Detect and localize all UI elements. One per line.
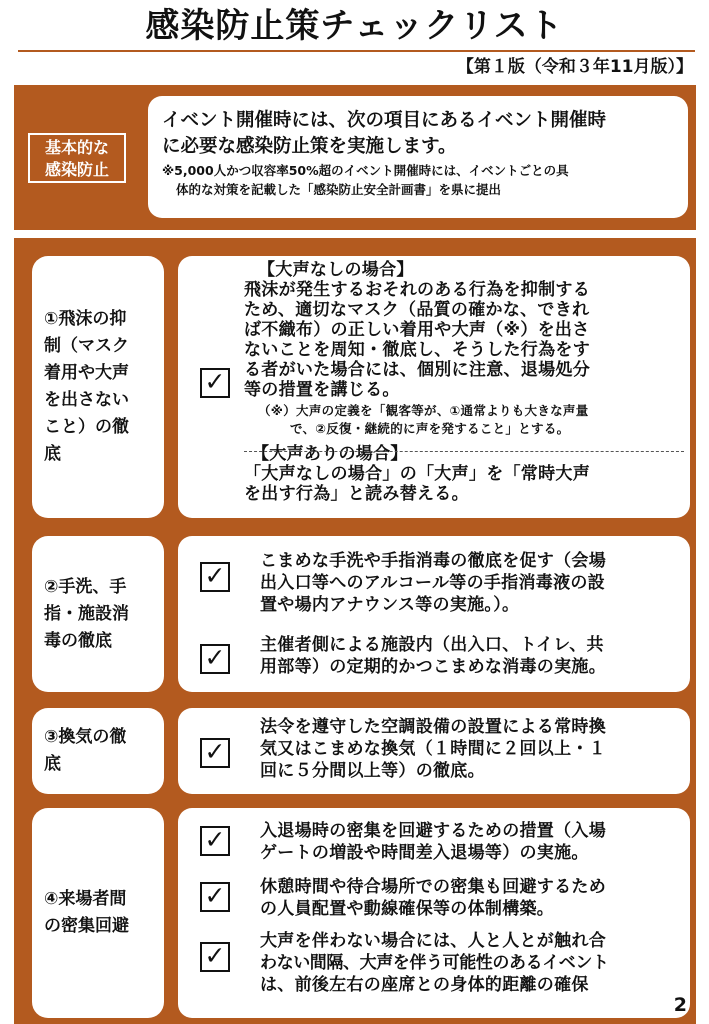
item-line: の人員配置や動線確保等の体制構築。 — [260, 899, 555, 919]
basic-label-line: 基本的な — [44, 138, 109, 157]
checkbox-checked[interactable]: ✓ — [200, 562, 230, 592]
basic-label-line: 感染防止 — [44, 160, 109, 179]
item-line: る者がいた場合には、個別に注意、退場処分 — [244, 360, 590, 380]
item-line: ば不織布）の正しい着用や大声（※）を出さ — [244, 320, 590, 340]
item-line: 休憩時間や待合場所での密集も回避するため — [260, 877, 606, 897]
item-line: 気又はこまめな換気（１時間に２回以上・１ — [260, 739, 606, 759]
item-box-crowd-avoidance — [178, 808, 690, 1018]
basic-note-line: 体的な対策を記載した「感染防止安全計画書」を県に提出 — [176, 182, 502, 197]
item-text — [260, 876, 690, 920]
basic-prevention-label — [28, 133, 126, 183]
basic-main-line: に必要な感染防止策を実施します。 — [162, 136, 457, 157]
voice-header: 【大声ありの場合】 — [252, 444, 408, 464]
category-line: 着用や大声 — [44, 363, 129, 383]
checkbox-checked[interactable]: ✓ — [200, 882, 230, 912]
item-line: 主催者側による施設内（出入口、トイレ、共 — [260, 635, 604, 655]
category-hand-disinfection — [32, 536, 164, 692]
category-line: ②手洗、手 — [44, 576, 127, 597]
category-line: ③換気の徹 — [44, 727, 127, 747]
no-voice-header: 【大声なしの場合】 — [258, 260, 414, 280]
item-line: は、前後左右の座席との身体的距離の確保 — [260, 975, 589, 995]
category-line: 底 — [44, 754, 61, 774]
item-line: 飛沫が発生するおそれのある行為を抑制する — [244, 280, 590, 300]
item-text — [244, 260, 684, 504]
category-ventilation — [32, 708, 164, 794]
item-line: ないことを周知・徹底し、そうした行為をす — [244, 340, 590, 360]
item-text — [260, 634, 690, 678]
item-line: ため、適切なマスク（品質の確かな、できれ — [244, 300, 590, 320]
item-line: 「大声なしの場合」の「大声」を「常時大声 — [244, 464, 590, 484]
item-line: 用部等）の定期的かつこまめな消毒の実施。 — [260, 657, 606, 677]
item-line: 回に５分間以上等）の徹底。 — [260, 761, 485, 781]
checkbox-checked[interactable]: ✓ — [200, 942, 230, 972]
item-line: 入退場時の密集を回避するための措置（入場 — [260, 821, 606, 841]
category-line: 制（マスク — [44, 336, 129, 356]
item-line: わない間隔、大声を伴う可能性のあるイベント — [260, 953, 609, 973]
item-line: 出入口等へのアルコール等の手指消毒液の設 — [260, 573, 605, 593]
checkbox-checked[interactable]: ✓ — [200, 368, 230, 398]
category-line: ①飛沫の抑 — [44, 309, 127, 329]
title-underline — [18, 50, 695, 52]
category-line: ④来場者間 — [44, 889, 127, 909]
item-text — [260, 716, 690, 782]
item-text — [260, 550, 690, 616]
item-line: 大声を伴わない場合には、人と人とが触れ合 — [260, 931, 606, 951]
basic-prevention-description — [148, 96, 688, 218]
item-line: を出す行為」と読み替える。 — [244, 484, 469, 504]
category-line: こと）の徹 — [44, 417, 129, 437]
item-box-droplet — [178, 256, 690, 518]
checkbox-checked[interactable]: ✓ — [200, 644, 230, 674]
item-text — [260, 930, 690, 996]
category-line: の密集回避 — [44, 916, 129, 936]
item-line: 法令を遵守した空調設備の設置による常時換 — [260, 717, 606, 737]
item-box-ventilation — [178, 708, 690, 794]
basic-main-line: イベント開催時には、次の項目にあるイベント開催時 — [162, 110, 607, 131]
checkbox-checked[interactable]: ✓ — [200, 826, 230, 856]
item-line: ゲートの増設や時間差入退場等）の実施。 — [260, 843, 589, 863]
section-divider — [244, 451, 684, 452]
basic-note-line: ※5,000人かつ収容率50%超のイベント開催時には、イベントごとの具 — [162, 163, 569, 178]
checkbox-checked[interactable]: ✓ — [200, 738, 230, 768]
category-line: 指・施設消 — [44, 603, 129, 624]
checklist-panel — [14, 238, 696, 1024]
item-line: 等の措置を講じる。 — [244, 380, 400, 400]
note-line: （※）大声の定義を「観客等が、①通常よりも大きな声量 — [258, 403, 589, 418]
page-title: 感染防止策チェックリスト — [145, 6, 564, 46]
item-line: こまめな手洗や手指消毒の徹底を促す（会場 — [260, 551, 606, 571]
category-droplet-suppression — [32, 256, 164, 518]
item-text — [260, 820, 690, 864]
category-line: を出さない — [44, 390, 129, 410]
item-box-hand-disinfection — [178, 536, 690, 692]
basic-prevention-panel — [14, 85, 696, 230]
page-number: 2 — [673, 994, 687, 1016]
edition-label: 【第１版（令和３年11月版）】 — [456, 57, 693, 77]
note-line: で、②反復・継続的に声を発すること」とする。 — [290, 421, 570, 436]
category-crowd-avoidance — [32, 808, 164, 1018]
category-line: 毒の徹底 — [44, 630, 112, 651]
item-line: 置や場内アナウンス等の実施。）。 — [260, 595, 520, 615]
category-line: 底 — [44, 444, 61, 464]
